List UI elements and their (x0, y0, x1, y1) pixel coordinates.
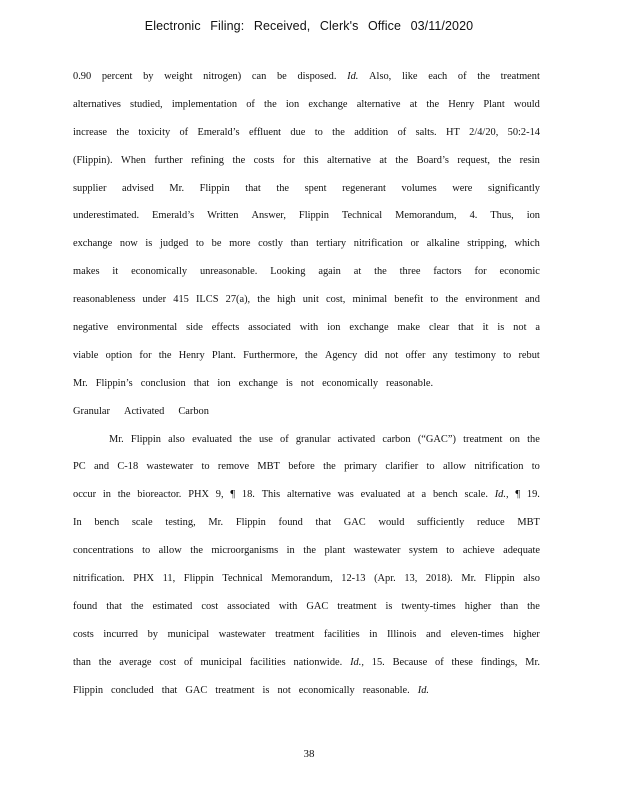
body-line: costs incurred by municipal wastewater treatment facilities in Illinois and eleven-times higher (73, 628, 540, 640)
body-line: supplier advised Mr. Flippin that the spent regenerant volumes were significantly (73, 182, 540, 194)
body-line: Mr. Flippin’s conclusion that ion exchange is not economically reasonable. (73, 377, 434, 389)
body-line: negative environmental side effects associated with ion exchange make clear that it is not a (73, 322, 540, 334)
body-line: increase the toxicity of Emerald’s effluent due to the addition of salts. HT 2/4/20, 50:2-14 (73, 126, 540, 138)
page-number: 38 (303, 748, 315, 760)
body-line: concentrations to allow the microorganisms in the plant wastewater system to achieve adequate (73, 545, 540, 557)
body-line: Flippin concluded that GAC treatment is not economically reasonable. Id. (73, 684, 430, 696)
body-line: In bench scale testing, Mr. Flippin found that GAC would sufficiently reduce MBT (73, 517, 540, 529)
body-line: Mr. Flippin also evaluated the use of granular activated carbon (“GAC”) treatment on the (109, 433, 540, 445)
body-line: exchange now is judged to be more costly than tertiary nitrification or alkaline stripping, which (73, 238, 540, 250)
body-line: occur in the bioreactor. PHX 9, ¶ 18. This alternative was evaluated at a bench scale. Id., ¶ 19. (73, 489, 540, 501)
body-line: reasonableness under 415 ILCS 27(a), the high unit cost, minimal benefit to the environment and (73, 294, 540, 306)
body-line: (Flippin). When further refining the costs for this alternative at the Board’s request, the resin (73, 154, 540, 166)
body-line: alternatives studied, implementation of the ion exchange alternative at the Henry Plant would (73, 98, 540, 110)
document-body (73, 69, 540, 710)
body-line: than the average cost of municipal facilities nationwide. Id., 15. Because of these findings, Mr. (73, 656, 540, 668)
section-heading: Granular Activated Carbon (73, 405, 209, 417)
body-line: nitrification. PHX 11, Flippin Technical Memorandum, 12-13 (Apr. 13, 2018). Mr. Flippin also (73, 573, 540, 585)
filing-stamp-header: Electronic Filing: Received, Clerk's Office 03/11/2020 (144, 19, 474, 33)
body-line: viable option for the Henry Plant. Furthermore, the Agency did not offer any testimony to rebut (73, 349, 540, 361)
body-line: underestimated. Emerald’s Written Answer, Flippin Technical Memorandum, 4. Thus, ion (73, 210, 540, 222)
body-line: 0.90 percent by weight nitrogen) can be disposed. Id. Also, like each of the treatment (73, 71, 540, 82)
body-line: makes it economically unreasonable. Looking again at the three factors for economic (73, 266, 540, 278)
body-line: PC and C-18 wastewater to remove MBT before the primary clarifier to allow nitrification to (73, 461, 540, 473)
body-line: found that the estimated cost associated with GAC treatment is twenty-times higher than the (73, 600, 540, 612)
